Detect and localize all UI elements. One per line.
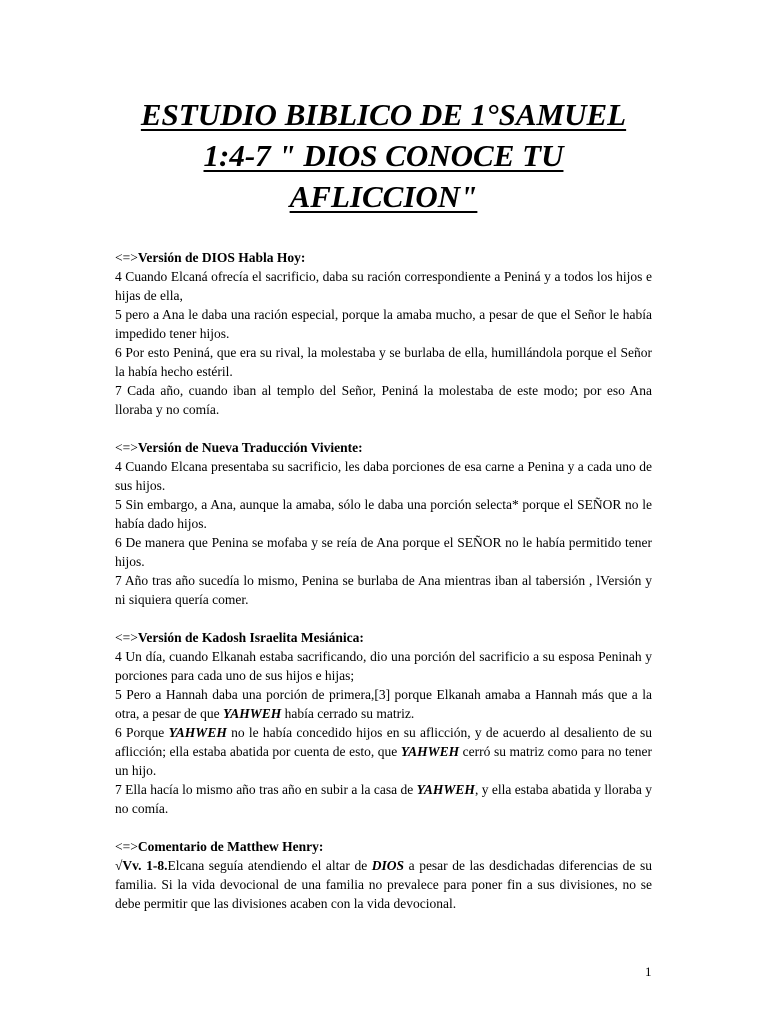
section-heading [115,837,652,856]
section [115,628,652,818]
section-spacer [115,609,652,628]
section-heading [115,438,652,457]
verse-text: , y ella estaba abatida y lloraba y no comía. [115,782,652,816]
section [115,438,652,609]
emphasis-text: YAHWEH [222,706,282,721]
section-heading-prefix: <=> [115,440,138,455]
section [115,248,652,419]
verse-text: 7 Ella hacía lo mismo año tras año en subir a la casa de [115,782,417,797]
section-spacer [115,818,652,837]
document-title: ESTUDIO BIBLICO DE 1°SAMUEL 1:4-7 " DIOS CONOCE TU AFLICCION" [140,97,627,214]
verse-paragraph [115,343,652,381]
section-spacer [115,217,652,248]
verse-paragraph [115,381,652,419]
section-heading-text: Versión de DIOS Habla Hoy: [137,250,306,265]
section-heading-text: Comentario de Matthew Henry: [137,839,324,854]
verse-text: no le había concedido hijos en su aflicción, y de acuerdo al desaliento de su aflicción; ella estaba abatida por cuenta de esto, que [115,725,652,759]
section-heading-prefix: <=> [115,630,138,645]
verse-text: 5 Pero a Hannah daba una porción de primera,[3] porque Elkanah amaba a Hannah más que a la otra, a pesar de que [115,687,652,721]
page-number: 1 [645,964,652,979]
verse-paragraph [115,647,652,685]
section-heading [115,628,652,647]
bold-text: √Vv. 1-8. [115,858,168,873]
emphasis-text: YAHWEH [168,725,227,740]
section-heading-prefix: <=> [115,250,138,265]
verse-text: 5 pero a Ana le daba una ración especial, porque la amaba mucho, a pesar de que el Señor le había impedido tener hijos. [115,307,652,341]
section-heading-text: Versión de Nueva Traducción Viviente: [137,440,363,455]
verse-text: 6 Por esto Peniná, que era su rival, la molestaba y se burlaba de ella, humillándola porque el Señor la había hecho estéril. [115,345,652,379]
verse-paragraph [115,305,652,343]
document-body [115,217,652,913]
verse-text: 6 De manera que Penina se mofaba y se reía de Ana porque el SEÑOR no le había permitido tener hijos. [115,535,652,569]
verse-text: 6 Porque [115,725,169,740]
section-heading-prefix: <=> [115,839,138,854]
emphasis-text: DIOS [371,858,405,873]
verse-text: 4 Un día, cuando Elkanah estaba sacrificando, dio una porción del sacrificio a su esposa Peninah y porciones para cada uno de sus hijos e hijas; [115,649,652,683]
verse-paragraph [115,685,652,723]
verse-paragraph [115,533,652,571]
verse-text: 7 Cada año, cuando iban al templo del Señor, Peniná la molestaba de este modo; por eso Ana lloraba y no comía. [115,383,652,417]
verse-paragraph [115,723,652,780]
section-spacer [115,419,652,438]
document-page [115,94,652,913]
verse-paragraph [115,856,652,913]
verse-text: a pesar de las desdichadas diferencias de su familia. Si la vida devocional de una familia no prevalece para poner fin a sus divisiones, no se debe permitir que las divisiones acaben con la vida devocional. [115,858,652,911]
section [115,837,652,913]
verse-paragraph [115,457,652,495]
verse-paragraph [115,267,652,305]
verse-text: 7 Año tras año sucedía lo mismo, Penina se burlaba de Ana mientras iban al tabersión , lVersión y ni siquiera quería comer. [115,573,652,607]
section-heading [115,248,652,267]
verse-paragraph [115,780,652,818]
section-heading-text: Versión de Kadosh Israelita Mesiánica: [137,630,364,645]
verse-text: 4 Cuando Elcaná ofrecía el sacrificio, daba su ración correspondiente a Peniná y a todos los hijos e hijas de ella, [115,269,652,303]
verse-paragraph [115,495,652,533]
verse-paragraph [115,571,652,609]
emphasis-text: YAHWEH [416,782,475,797]
emphasis-text: YAHWEH [400,744,460,759]
verse-text: había cerrado su matriz. [281,706,415,721]
verse-text: 5 Sin embargo, a Ana, aunque la amaba, sólo le daba una porción selecta* porque el SEÑOR no le había dado hijos. [115,497,652,531]
verse-text: 4 Cuando Elcana presentaba su sacrificio, les daba porciones de esa carne a Penina y a cada uno de sus hijos. [115,459,652,493]
verse-text: cerró su matriz como para no tener un hijo. [115,744,652,778]
verse-text: Elcana seguía atendiendo el altar de [167,858,372,873]
